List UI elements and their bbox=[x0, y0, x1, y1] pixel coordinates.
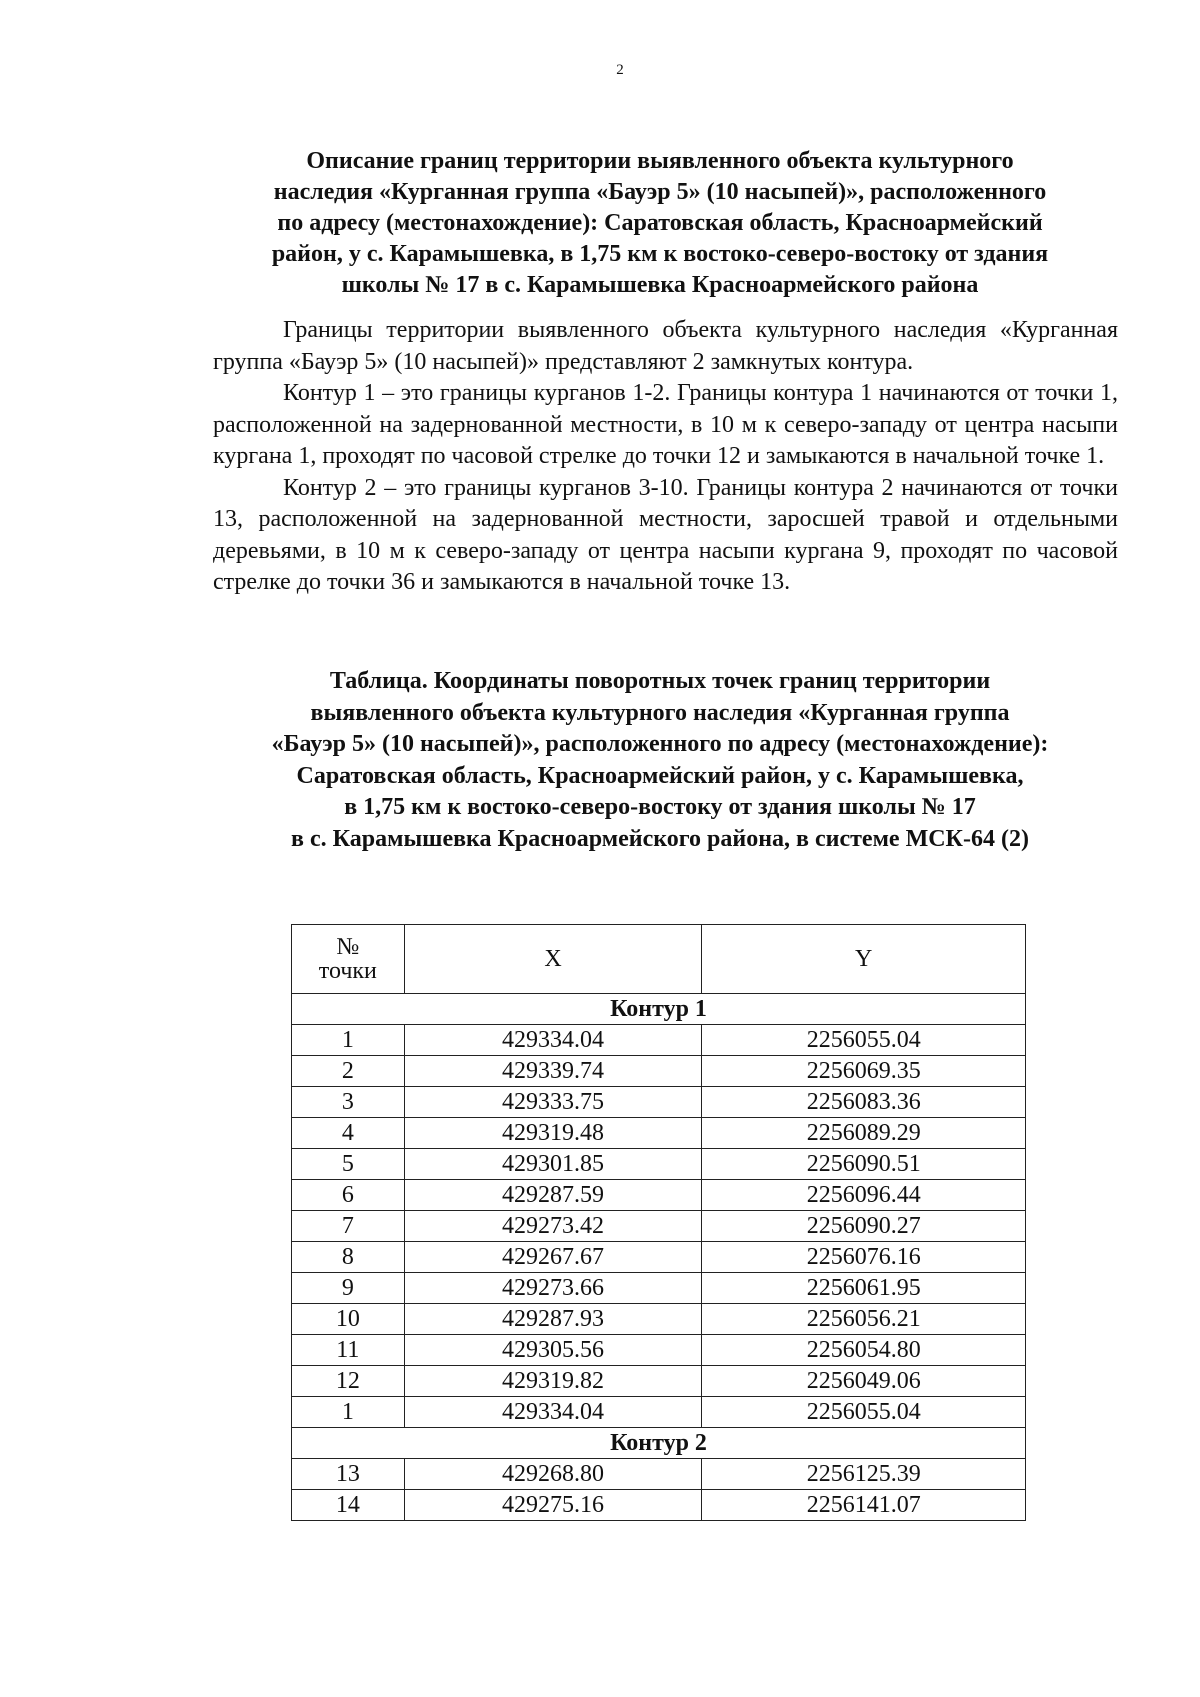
table-row bbox=[292, 1335, 1026, 1366]
x-coordinate-cell: 429273.42 bbox=[404, 1211, 702, 1242]
table-title-line: Таблица. Координаты поворотных точек границ территории bbox=[329, 668, 991, 694]
paragraph-contour-1: Контур 1 – это границы курганов 1-2. Границы контура 1 начинаются от точки 1, расположенной на задернованной местности, в 10 м к северо-западу от центра насыпи кургана 1, проходят по часовой стрелке до точки 12 и замыкаются в начальной точке 1. bbox=[213, 380, 1118, 469]
y-coordinate-cell: 2256090.51 bbox=[702, 1149, 1026, 1180]
x-coordinate-cell: 429339.74 bbox=[404, 1056, 702, 1087]
title-line: школы № 17 в с. Карамышевка Красноармейского района bbox=[341, 272, 979, 298]
point-number-cell: 13 bbox=[292, 1459, 405, 1490]
table-title-line: в с. Карамышевка Красноармейского района, в системе МСК-64 (2) bbox=[291, 825, 1029, 852]
y-coordinate-cell: 2256090.27 bbox=[702, 1211, 1026, 1242]
table-row bbox=[292, 1459, 1026, 1490]
point-number-cell: 5 bbox=[292, 1149, 405, 1180]
x-coordinate-cell: 429334.04 bbox=[404, 1025, 702, 1056]
table-row bbox=[292, 1118, 1026, 1149]
table-row bbox=[292, 1304, 1026, 1335]
y-coordinate-cell: 2256089.29 bbox=[702, 1118, 1026, 1149]
table-row bbox=[292, 1242, 1026, 1273]
x-coordinate-cell: 429305.56 bbox=[404, 1335, 702, 1366]
table-header-row bbox=[292, 925, 1026, 994]
point-number-cell: 1 bbox=[292, 1397, 405, 1428]
body-text bbox=[213, 315, 1118, 599]
y-coordinate-cell: 2256083.36 bbox=[702, 1087, 1026, 1118]
table-title-line: «Бауэр 5» (10 насыпей)», расположенного по адресу (местонахождение): bbox=[271, 731, 1049, 757]
point-number-cell: 9 bbox=[292, 1273, 405, 1304]
table-row bbox=[292, 1180, 1026, 1211]
y-coordinate-cell: 2256055.04 bbox=[702, 1025, 1026, 1056]
point-number-cell: 4 bbox=[292, 1118, 405, 1149]
y-coordinate-cell: 2256055.04 bbox=[702, 1397, 1026, 1428]
point-number-cell: 7 bbox=[292, 1211, 405, 1242]
point-number-cell: 2 bbox=[292, 1056, 405, 1087]
page-number: 2 bbox=[616, 62, 624, 78]
table-row bbox=[292, 1056, 1026, 1087]
point-number-cell: 6 bbox=[292, 1180, 405, 1211]
table-title-line: в 1,75 км к востоко-северо-востоку от здания школы № 17 bbox=[344, 794, 976, 820]
x-coordinate-cell: 429334.04 bbox=[404, 1397, 702, 1428]
table-section-row bbox=[292, 994, 1026, 1025]
x-coordinate-cell: 429268.80 bbox=[404, 1459, 702, 1490]
x-coordinate-cell: 429319.82 bbox=[404, 1366, 702, 1397]
x-coordinate-cell: 429333.75 bbox=[404, 1087, 702, 1118]
x-coordinate-cell: 429273.66 bbox=[404, 1273, 702, 1304]
table-section-row bbox=[292, 1428, 1026, 1459]
table-row bbox=[292, 1087, 1026, 1118]
table-title bbox=[200, 666, 1120, 855]
table-row bbox=[292, 1397, 1026, 1428]
x-coordinate-cell: 429267.67 bbox=[404, 1242, 702, 1273]
header-y: Y bbox=[702, 925, 1026, 994]
table-row bbox=[292, 1490, 1026, 1521]
table-title-line: выявленного объекта культурного наследия «Курганная группа bbox=[310, 699, 1010, 726]
section-label: Контур 1 bbox=[292, 994, 1026, 1025]
table-row bbox=[292, 1149, 1026, 1180]
x-coordinate-cell: 429319.48 bbox=[404, 1118, 702, 1149]
point-number-cell: 1 bbox=[292, 1025, 405, 1056]
title-line: район, у с. Карамышевка, в 1,75 км к востоко-северо-востоку от здания bbox=[271, 241, 1049, 267]
x-coordinate-cell: 429287.93 bbox=[404, 1304, 702, 1335]
coordinates-table bbox=[291, 924, 1026, 1521]
point-number-cell: 3 bbox=[292, 1087, 405, 1118]
y-coordinate-cell: 2256049.06 bbox=[702, 1366, 1026, 1397]
table-title-line: Саратовская область, Красноармейский район, у с. Карамышевка, bbox=[296, 762, 1024, 789]
paragraph-intro: Границы территории выявленного объекта культурного наследия «Курганная группа «Бауэр 5» (10 насыпей)» представляют 2 замкнутых контура. bbox=[213, 317, 1118, 375]
title-line: наследия «Курганная группа «Бауэр 5» (10 насыпей)», расположенного bbox=[273, 179, 1047, 205]
title-line: по адресу (местонахождение): Саратовская область, Красноармейский bbox=[277, 210, 1043, 236]
table-row bbox=[292, 1211, 1026, 1242]
table-row bbox=[292, 1025, 1026, 1056]
x-coordinate-cell: 429301.85 bbox=[404, 1149, 702, 1180]
header-point-number bbox=[292, 925, 405, 994]
section-label: Контур 2 bbox=[292, 1428, 1026, 1459]
point-number-cell: 11 bbox=[292, 1335, 405, 1366]
table-row bbox=[292, 1366, 1026, 1397]
x-coordinate-cell: 429287.59 bbox=[404, 1180, 702, 1211]
y-coordinate-cell: 2256054.80 bbox=[702, 1335, 1026, 1366]
y-coordinate-cell: 2256125.39 bbox=[702, 1459, 1026, 1490]
document-title bbox=[200, 146, 1120, 301]
paragraph-contour-2: Контур 2 – это границы курганов 3-10. Границы контура 2 начинаются от точки 13, расположенной на задернованной местности, заросшей травой и отдельными деревьями, в 10 м к северо-западу от центра насыпи кургана 9, проходят по часовой стрелке до точки 36 и замыкаются в начальной точке 13. bbox=[213, 474, 1118, 595]
y-coordinate-cell: 2256076.16 bbox=[702, 1242, 1026, 1273]
header-num-label: точки bbox=[318, 958, 377, 984]
table-body bbox=[292, 994, 1026, 1521]
header-x: X bbox=[404, 925, 702, 994]
x-coordinate-cell: 429275.16 bbox=[404, 1490, 702, 1521]
table-row bbox=[292, 1273, 1026, 1304]
y-coordinate-cell: 2256056.21 bbox=[702, 1304, 1026, 1335]
point-number-cell: 12 bbox=[292, 1366, 405, 1397]
y-coordinate-cell: 2256061.95 bbox=[702, 1273, 1026, 1304]
y-coordinate-cell: 2256096.44 bbox=[702, 1180, 1026, 1211]
point-number-cell: 8 bbox=[292, 1242, 405, 1273]
point-number-cell: 14 bbox=[292, 1490, 405, 1521]
y-coordinate-cell: 2256141.07 bbox=[702, 1490, 1026, 1521]
title-line: Описание границ территории выявленного объекта культурного bbox=[306, 148, 1014, 174]
y-coordinate-cell: 2256069.35 bbox=[702, 1056, 1026, 1087]
header-num-symbol: № bbox=[336, 934, 360, 960]
point-number-cell: 10 bbox=[292, 1304, 405, 1335]
